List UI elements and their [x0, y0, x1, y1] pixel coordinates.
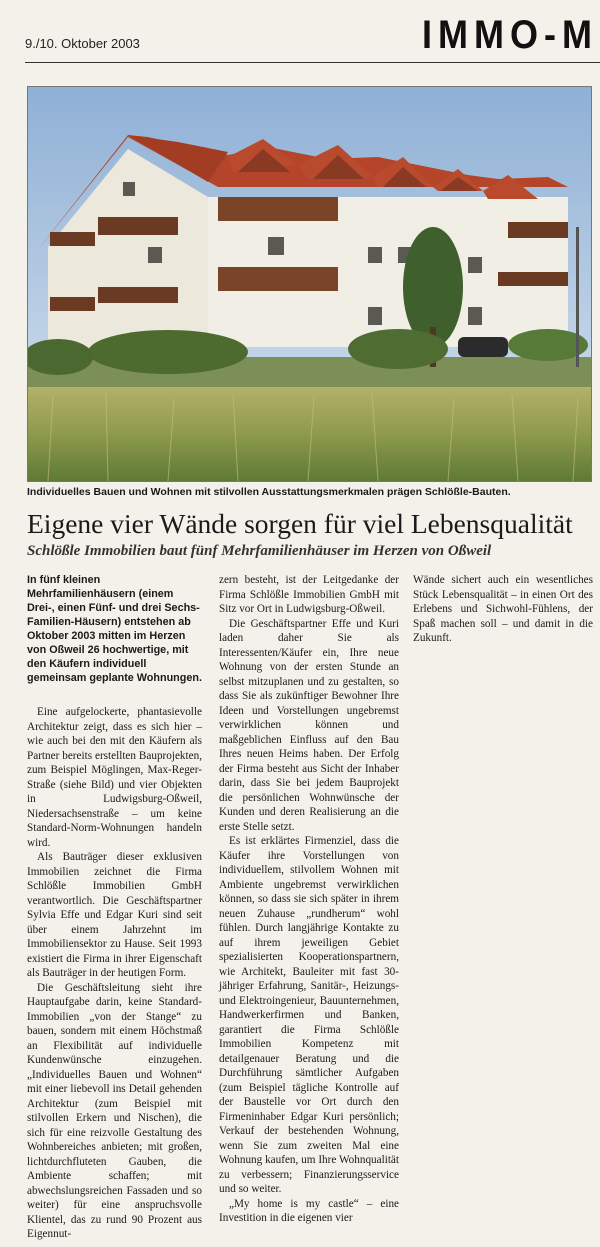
article-paragraph: Eine aufgelockerte, phantasievolle Architektur zeigt, dass es sich hier – wie auch bei den mit den Käufern als Partner bereits erstellten Bauprojekten, zum Beispiel Möglingen, Max-Reger-Straße (siehe Bild) und vier Objekten in Ludwigsburg-Oßweil, Niedersachsenstraße – um keine Standard-Norm-Wohnungen handeln wird. [27, 706, 202, 849]
article-photo [27, 86, 592, 482]
article-lead: In fünf kleinen Mehrfamilienhäusern (einem Drei-, einen Fünf- und drei Sechs-Familien-Häusern) entstehen ab Oktober 2003 mitten im Herzen von Oßweil 26 hochwertige, mit den Käufern individuell gemeinsam geplante Wohnungen. [27, 574, 202, 684]
article-column-3 [413, 573, 593, 646]
photo-caption: Individuelles Bauen und Wohnen mit stilvollen Ausstattungsmerkmalen prägen Schlößle-Bauten. [27, 486, 511, 498]
header-divider [25, 62, 600, 63]
section-title: IMMO-M [422, 11, 598, 57]
article-headline: Eigene vier Wände sorgen für viel Lebensqualität [27, 508, 573, 539]
article-paragraph: Es ist erklärtes Firmenziel, dass die Käufer ihre Vorstellungen von individuellem, stilvollem Wohnen mit Ambiente ungebremst verwirklichen können, so dass sie sich später in ihrem neuen Zuhause „rundherum“ wohl fühlen. Durch langjährige Kontakte zu auf ihrem jeweiligen Gebiet spezialisierten Kooperationspartnern, wie Architekt, Bauleiter mit fast 30-jähriger Erfahrung, Sanitär-, Heizungs- und Elektroingenieur, Bauunternehmen, Handwerkerfirmen und Banken, garantiert die Firma Schlößle Immobilien Kompetenz mit detailgenauer Beratung und die Durchführung sämtlicher Aufgaben (zum Beispiel tägliche Kontrolle auf der Baustelle vor Ort durch den Firmeninhaber Edgar Kuri persönlich; Verkauf der bestehenden Wohnung, wenn Sie zum zweiten Mal eine Wohnung kaufen, um Ihre Wohnqualität zu verbessern; Finanzierungsservice und so weiter. [219, 835, 399, 1195]
issue-date: 9./10. Oktober 2003 [25, 36, 140, 51]
article-subheadline: Schlößle Immobilien baut fünf Mehrfamilienhäuser im Herzen von Oßweil [27, 543, 492, 559]
article-paragraph: Die Geschäftspartner Effe und Kuri laden daher Sie als Interessenten/Käufer ein, Ihre neue Wohnung von der ersten Stunde an selbst mitzuplanen und zu gestalten, so dass Sie als zukünftiger Bewohner Ihre Ideen und Vorstellungen ungebremst verwirklichen können und maßgeblichen Einfluss auf den Bau Ihres neuen Heims haben. Der Erfolg der Firma besteht aus Sicht der Inhaber darin, dass Sie bei jedem Bauprojekt die persönlichen Wohnwünsche der Kunden und deren Realisierung an die erste Stelle setzt. [219, 617, 399, 833]
article-paragraph: zern besteht, ist der Leitgedanke der Firma Schlößle Immobilien GmbH mit Sitz vor Ort in Ludwigsburg-Oßweil. [219, 574, 399, 615]
article-column-2 [219, 573, 399, 1226]
article-column-1 [27, 573, 202, 1242]
article-paragraph: „My home is my castle“ – eine Investition in die eigenen vier [219, 1197, 399, 1224]
apartment-building-illustration [28, 87, 591, 481]
article-paragraph: Die Geschäftsleitung sieht ihre Hauptaufgabe darin, keine Standard-Immobilien „von der Stange“ zu bauen, sondern mit einem Höchstmaß an Flexibilität auf individuelle Kundenwünsche einzugehen. „Individuelles Bauen und Wohnen“ mit einer liebevoll ins Detail gehenden Architektur (zum Beispiel mit stilvollen Erkern und Nischen), die sich für eine reizvolle Gestaltung des Wohnbereiches anbieten; mit großen, lichtdurchfluteten Gauben, die Ambiente schaffen; mit abwechslungsreichen Fassaden und so weiter) für eine anspruchsvolle Klientel, das zu rund 90 Prozent aus Eigennut- [27, 981, 202, 1240]
article-paragraph: Wände sichert auch ein wesentliches Stück Lebensqualität – in einen Ort des Erlebens und Sichwohl-Fühlens, der Spaß machen soll – und damit in die Zukunft. [413, 574, 593, 644]
article-paragraph: Als Bauträger dieser exklusiven Immobilien zeichnet die Firma Schlößle Immobilien GmbH verantwortlich. Die Geschäftspartner Sylvia Effe und Edgar Kuri sind seit über einem Jahrzehnt im Immobiliensektor zu Hause. Seit 1993 existiert die Firma in ihrer Eigenschaft als Bauträger in der heutigen Form. [27, 851, 202, 979]
